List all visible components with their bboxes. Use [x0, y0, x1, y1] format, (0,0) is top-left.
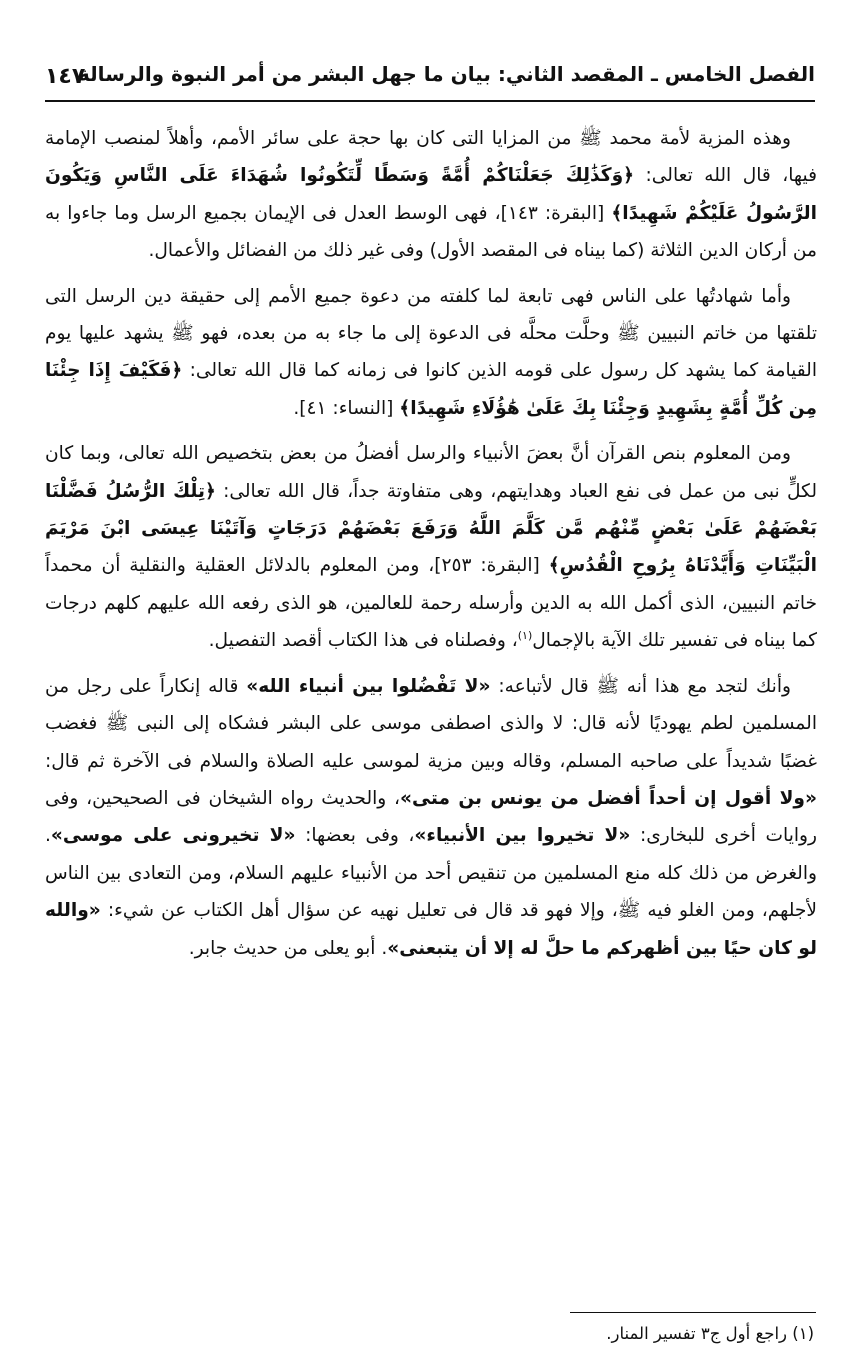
paragraph — [45, 278, 817, 428]
paragraph-text: قاله إنكاراً على رجل من المسلمين لطم يهوديًا لأنه قال: لا والذى اصطفى موسى على البشر فشكاه إلى النبى ﷺ فغضب غضبًا شديداً على صاحبه المسلم، وقاله وبين مزية لموسى عليه الصلاة والسلام فى الآخرة ثم قال: — [45, 675, 817, 772]
paragraph-text: [النساء: ٤١]. — [293, 397, 400, 419]
quote-text: ﴿فَكَيْفَ إِذَا جِئْنَا مِن كُلِّ أُمَّةٍ بِشَهِيدٍ وَجِئْنَا بِكَ عَلَىٰ هَٰؤُلَاءِ شَهِيدًا﴾ — [45, 360, 817, 419]
page-number: ١٤٧ — [45, 64, 86, 89]
quote-text: «ولا أقول إن أحداً أفضل من يونس بن متى» — [400, 787, 817, 809]
paragraph — [45, 120, 817, 270]
running-header — [45, 56, 815, 102]
paragraph-text: ، وفى بعضها: — [295, 825, 415, 847]
chapter-title: الفصل الخامس ـ المقصد الثاني: بيان ما جهل البشر من أمر النبوة والرسالة — [78, 62, 815, 86]
paragraph-text: . والغرض من ذلك كله منع المسلمين من تنقيص أحد من الأنبياء عليهم السلام، ومن التعادى بين الناس لأجلهم، ومن الغلو فيه ﷺ، وإلا فهو قد قال فى تعليل نهيه عن سؤال أهل الكتاب عن شيء: — [45, 825, 817, 922]
footnote-marker: (١) — [517, 629, 533, 643]
paragraph-text: وأنك لتجد مع هذا أنه ﷺ قال لأتباعه: — [490, 675, 791, 697]
paragraph-text: [البقرة: ١٤٣]، فهى الوسط العدل فى الإيمان بجميع الرسل وما جاءوا به من أركان الدين الثلاثة (كما بيناه فى المقصد الأول) وفى غير ذلك من الفضائل والأعمال. — [45, 202, 817, 262]
body-text — [45, 120, 817, 1240]
paragraph-text: ، والحديث رواه الشيخان فى الصحيحين، وفى روايات أخرى للبخارى: — [45, 787, 817, 847]
paragraph-text: وأما شهادتُها على الناس فهى تابعة لما كلفته من دعوة جميع الأمم إلى حقيقة دين الرسل التى تلقتها من خاتم النبيين ﷺ وحلَّت محلَّه فى الدعوة إلى ما جاء به من بعده، فهو ﷺ يشهد عليها يوم القيامة كما يشهد كل رسول على قومه الذين كانوا فى زمانه كما قال الله تعالى: — [45, 285, 817, 382]
paragraph-text: وهذه المزية لأمة محمد ﷺ من المزايا التى كان بها حجة على سائر الأمم، وأهلاً لمنصب الإمامة فيها، قال الله تعالى: — [45, 128, 817, 187]
quote-text: «والله لو كان حيًا بين أظهركم ما حلَّ له إلا أن يتبعنى» — [45, 900, 817, 959]
quote-text: «لا تخيرونى على موسى» — [50, 825, 296, 847]
quote-text: «لا تخيروا بين الأنبياء» — [414, 825, 631, 847]
footnote-divider — [570, 1312, 816, 1313]
paragraph — [45, 668, 817, 967]
paragraph-text: . أبو يعلى من حديث جابر. — [188, 937, 388, 959]
quote-text: «لا تَفْضُلوا بين أنبياء الله» — [246, 675, 491, 697]
quote-text: ﴿تِلْكَ الرُّسُلُ فَضَّلْنَا بَعْضَهُمْ عَلَىٰ بَعْضٍ مِّنْهُم مَّن كَلَّمَ اللَّهُ وَرَفَعَ بَعْضَهُمْ دَرَجَاتٍ وَآتَيْنَا عِيسَى ابْنَ مَرْيَمَ الْبَيِّنَاتِ وَأَيَّدْنَاهُ بِرُوحِ الْقُدُسِ﴾ — [45, 480, 817, 577]
quote-text: ﴿وَكَذَٰلِكَ جَعَلْنَاكُمْ أُمَّةً وَسَطًا لِّتَكُونُوا شُهَدَاءَ عَلَى النَّاسِ وَيَكُونَ الرَّسُولُ عَلَيْكُمْ شَهِيدًا﴾ — [45, 165, 817, 224]
paragraph-text: ومن المعلوم بنص القرآن أنَّ بعضَ الأنبياء والرسل أفضلُ من بعض بتخصيص الله تعالى، وبما كان لكلٍّ نبى من عمل فى نفع العباد وهدايتهم، وهى متفاوتة جداً، قال الله تعالى: — [45, 443, 817, 502]
paragraph-text: ، وفصلناه فى هذا الكتاب أقصد التفصيل. — [208, 630, 518, 652]
paragraph — [45, 435, 817, 659]
paragraph-text: [البقرة: ٢٥٣]، ومن المعلوم بالدلائل العقلية والنقلية أن محمداً خاتم النبيين، الذى أكمل الله به الدين وأرسله رحمة للعالمين، هو الذى رفعه الله عليهم كلهم درجات كما بيناه فى تفسير تلك الآية بالإجمال — [45, 555, 817, 652]
footnote: (١) راجع أول ج٣ تفسير المنار. — [606, 1324, 814, 1343]
